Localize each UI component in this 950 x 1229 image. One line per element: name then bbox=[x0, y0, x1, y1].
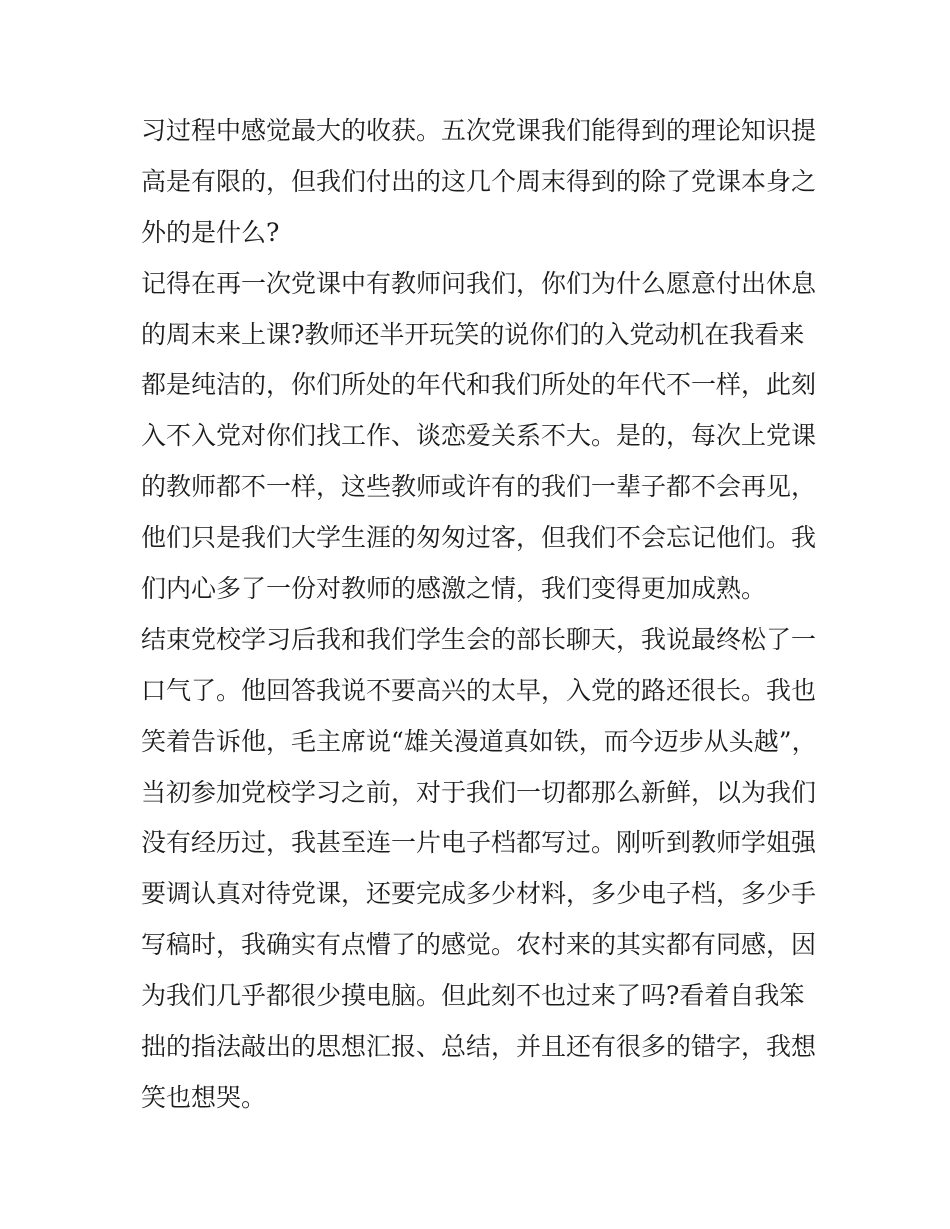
text-line: 外的是什么? bbox=[141, 217, 280, 247]
body-text bbox=[141, 106, 816, 1124]
text-line: 口气了。他回答我说不要高兴的太早，入党的路还很长。我也 bbox=[141, 675, 817, 705]
text-line: 习过程中感觉最大的收获。五次党课我们能得到的理论知识提 bbox=[141, 116, 817, 145]
text-line: 要调认真对待党课，还要完成多少材料，多少电子档，多少手 bbox=[141, 879, 817, 909]
text-line: 都是纯洁的，你们所处的年代和我们所处的年代不一样，此刻 bbox=[141, 370, 817, 400]
text-line: 笑着告诉他，毛主席说“雄关漫道真如铁，而今迈步从头越”， bbox=[141, 726, 817, 756]
text-line: 写稿时，我确实有点懵了的感觉。农村来的其实都有同感，因 bbox=[141, 930, 817, 960]
text-line: 他们只是我们大学生涯的匆匆过客，但我们不会忘记他们。我 bbox=[141, 523, 817, 553]
text-line: 笑也想哭。 bbox=[141, 1082, 267, 1112]
text-line: 的教师都不一样，这些教师或许有的我们一辈子都不会再见， bbox=[141, 472, 817, 502]
text-line: 结束党校学习后我和我们学生会的部长聊天，我说最终松了一 bbox=[141, 624, 817, 654]
text-line: 记得在再一次党课中有教师问我们，你们为什么愿意付出休息 bbox=[141, 268, 817, 298]
text-line: 为我们几乎都很少摸电脑。但此刻不也过来了吗?看着自我笨 bbox=[141, 981, 805, 1011]
text-line: 高是有限的，但我们付出的这几个周末得到的除了党课本身之 bbox=[141, 166, 817, 196]
text-line: 当初参加党校学习之前，对于我们一切都那么新鲜，以为我们 bbox=[141, 777, 817, 807]
text-line: 们内心多了一份对教师的感激之情，我们变得更加成熟。 bbox=[141, 574, 767, 604]
text-line: 拙的指法敲出的思想汇报、总结，并且还有很多的错字，我想 bbox=[141, 1032, 817, 1062]
text-line: 没有经历过，我甚至连一片电子档都写过。刚听到教师学姐强 bbox=[141, 828, 817, 858]
text-line: 入不入党对你们找工作、谈恋爱关系不大。是的，每次上党课 bbox=[141, 421, 817, 451]
text-line: 的周末来上课?教师还半开玩笑的说你们的入党动机在我看来 bbox=[141, 319, 805, 349]
